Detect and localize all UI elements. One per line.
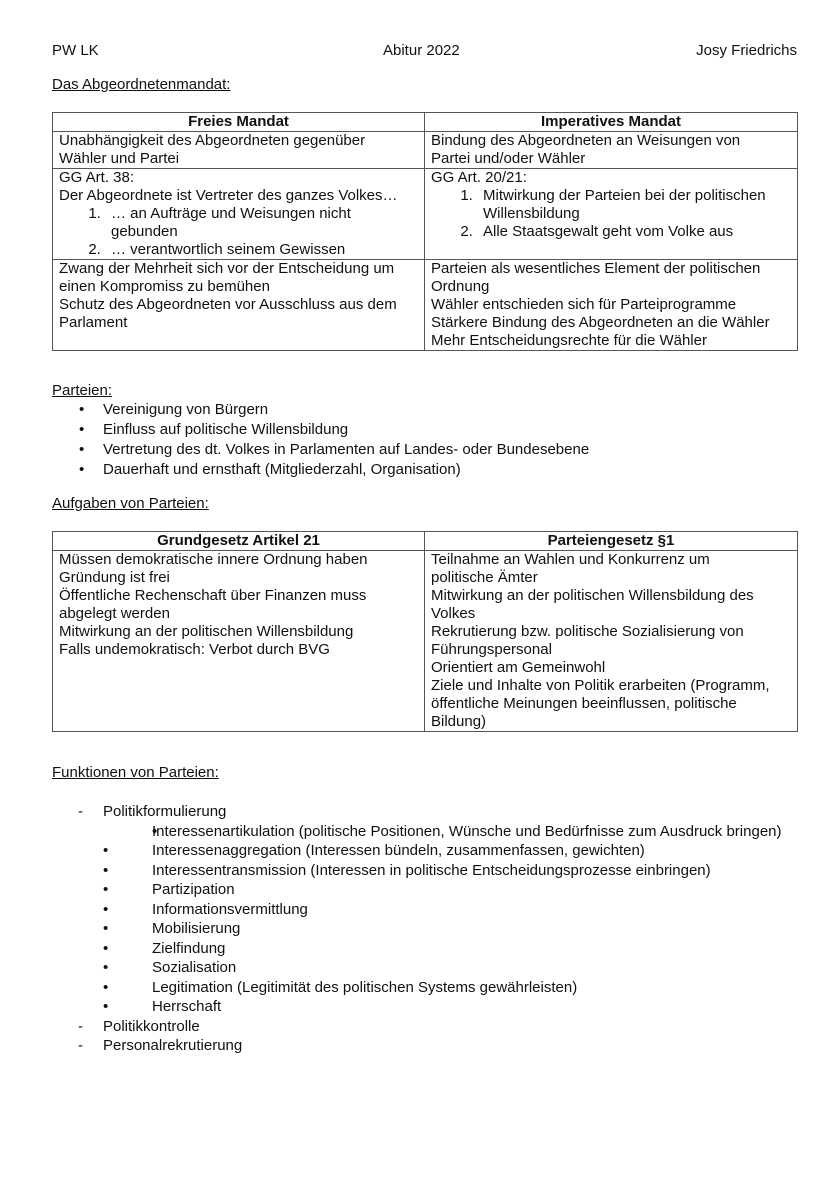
table-cell bbox=[425, 260, 798, 351]
funktionen-list bbox=[52, 802, 797, 1056]
cell-line: Öffentliche Rechenschaft über Finanzen muss bbox=[59, 587, 367, 604]
cell-line: Unabhängigkeit des Abgeordneten gegenüber bbox=[59, 132, 366, 149]
parteien-list bbox=[52, 400, 589, 480]
list-item: • Einfluss auf politische Willensbildung bbox=[103, 420, 589, 440]
table-row bbox=[53, 260, 798, 351]
section-title-aufgaben: Aufgaben von Parteien: bbox=[52, 495, 209, 512]
list-item: - Personalrekrutierung bbox=[52, 1036, 797, 1056]
cell-line: Teilnahme an Wahlen und Konkurrenz um bbox=[431, 551, 710, 568]
page-header bbox=[52, 42, 797, 60]
table-cell bbox=[53, 260, 425, 351]
cell-line: Schutz des Abgeordneten vor Ausschluss aus dem bbox=[59, 296, 397, 313]
list-item: - Politikformulierung bbox=[52, 802, 797, 822]
header-exam: Abitur 2022 bbox=[383, 42, 460, 59]
list-item: • Vereinigung von Bürgern bbox=[103, 400, 589, 420]
cell-line: Partei und/oder Wähler bbox=[431, 150, 586, 167]
cell-line: öffentliche Meinungen beeinflussen, politische bbox=[431, 695, 737, 712]
cell-line: Müssen demokratische innere Ordnung haben bbox=[59, 551, 368, 568]
list-item: • Interessentransmission (Interessen in politische Entscheidungsprozesse einbringen) bbox=[52, 861, 797, 881]
cell-line: politische Ämter bbox=[431, 569, 538, 586]
cell-line: Mitwirkung an der politischen Willensbildung des bbox=[431, 587, 754, 604]
list-item: - Politikkontrolle bbox=[52, 1017, 797, 1037]
cell-line: Stärkere Bindung des Abgeordneten an die Wähler bbox=[431, 314, 770, 331]
column-header: Grundgesetz Artikel 21 bbox=[53, 532, 425, 551]
table-header-row bbox=[53, 113, 798, 132]
mandat-table bbox=[52, 112, 798, 351]
cell-line: Bindung des Abgeordneten an Weisungen von bbox=[431, 132, 741, 149]
table-cell bbox=[53, 169, 425, 260]
list-item: 1. … an Aufträge und Weisungen nicht gebunden bbox=[105, 205, 418, 241]
list-item: 2. Alle Staatsgewalt geht vom Volke aus bbox=[477, 223, 791, 241]
cell-line: einen Kompromiss zu bemühen bbox=[59, 278, 270, 295]
numbered-list bbox=[59, 205, 418, 259]
cell-line: GG Art. 38: bbox=[59, 169, 135, 186]
list-item: 2. … verantwortlich seinem Gewissen bbox=[105, 241, 418, 259]
column-header: Imperatives Mandat bbox=[425, 113, 798, 132]
aufgaben-table bbox=[52, 531, 798, 732]
cell-line: Falls undemokratisch: Verbot durch BVG bbox=[59, 641, 330, 658]
list-item: • Herrschaft bbox=[52, 997, 797, 1017]
list-item: • Interessenartikulation (politische Positionen, Wünsche und Bedürfnisse zum Ausdruck bringen) bbox=[52, 822, 797, 842]
list-item: • Vertretung des dt. Volkes in Parlamenten auf Landes- oder Bundesebene bbox=[103, 440, 589, 460]
cell-line: Mitwirkung an der politischen Willensbildung bbox=[59, 623, 354, 640]
cell-line: Bildung) bbox=[431, 713, 487, 730]
list-item: • Dauerhaft und ernsthaft (Mitgliederzahl, Organisation) bbox=[103, 460, 589, 480]
list-item: • Zielfindung bbox=[52, 939, 797, 959]
cell-line: Ordnung bbox=[431, 278, 490, 295]
list-item: 1. Mitwirkung der Parteien bei der politischen Willensbildung bbox=[477, 187, 791, 223]
list-item: • Informationsvermittlung bbox=[52, 900, 797, 920]
table-header-row bbox=[53, 532, 798, 551]
list-item: • Partizipation bbox=[52, 880, 797, 900]
header-course: PW LK bbox=[52, 42, 99, 59]
table-row bbox=[53, 132, 798, 169]
table-cell bbox=[53, 551, 425, 732]
cell-line: Parteien als wesentliches Element der politischen bbox=[431, 260, 761, 277]
cell-line: Mehr Entscheidungsrechte für die Wähler bbox=[431, 332, 707, 349]
cell-line: Ziele und Inhalte von Politik erarbeiten (Programm, bbox=[431, 677, 770, 694]
cell-line: Führungspersonal bbox=[431, 641, 552, 658]
cell-line: abgelegt werden bbox=[59, 605, 170, 622]
table-cell bbox=[53, 132, 425, 169]
table-cell bbox=[425, 551, 798, 732]
table-row bbox=[53, 169, 798, 260]
cell-line: Volkes bbox=[431, 605, 476, 622]
section-title-funktionen: Funktionen von Parteien: bbox=[52, 764, 219, 781]
list-item: • Interessenaggregation (Interessen bündeln, zusammenfassen, gewichten) bbox=[52, 841, 797, 861]
cell-line: Gründung ist frei bbox=[59, 569, 170, 586]
section-title-parteien: Parteien: bbox=[52, 382, 113, 399]
column-header: Parteiengesetz §1 bbox=[425, 532, 798, 551]
cell-line: Rekrutierung bzw. politische Sozialisierung von bbox=[431, 623, 744, 640]
cell-line: Wähler entschieden sich für Parteiprogramme bbox=[431, 296, 737, 313]
cell-line: Wähler und Partei bbox=[59, 150, 180, 167]
table-row bbox=[53, 551, 798, 732]
numbered-list bbox=[431, 187, 791, 241]
cell-line: Parlament bbox=[59, 314, 128, 331]
cell-line: Der Abgeordnete ist Vertreter des ganzes Volkes… bbox=[59, 187, 398, 204]
header-author: Josy Friedrichs bbox=[696, 42, 797, 59]
list-item: • Legitimation (Legitimität des politischen Systems gewährleisten) bbox=[52, 978, 797, 998]
cell-line: GG Art. 20/21: bbox=[431, 169, 527, 186]
section-title-mandat: Das Abgeordnetenmandat: bbox=[52, 76, 231, 93]
cell-line: Zwang der Mehrheit sich vor der Entscheidung um bbox=[59, 260, 395, 277]
column-header: Freies Mandat bbox=[53, 113, 425, 132]
cell-line: Orientiert am Gemeinwohl bbox=[431, 659, 606, 676]
list-item: • Sozialisation bbox=[52, 958, 797, 978]
table-cell bbox=[425, 132, 798, 169]
table-cell bbox=[425, 169, 798, 260]
list-item: • Mobilisierung bbox=[52, 919, 797, 939]
